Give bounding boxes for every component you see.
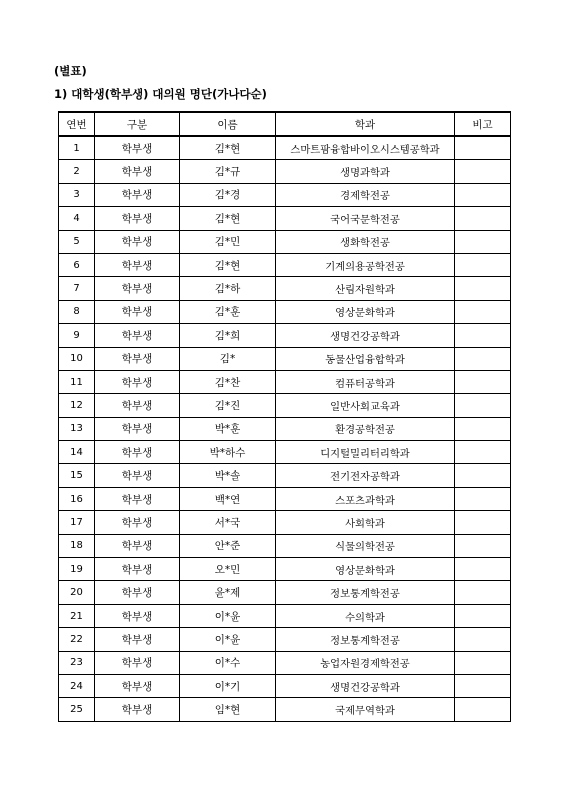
cell-name: 김*현 — [180, 253, 276, 276]
header-number: 연번 — [59, 112, 95, 136]
cell-department: 산림자원학과 — [276, 277, 455, 300]
cell-name: 김*민 — [180, 230, 276, 253]
cell-number: 19 — [59, 558, 95, 581]
cell-department: 국제무역학과 — [276, 698, 455, 721]
cell-number: 20 — [59, 581, 95, 604]
cell-category: 학부생 — [95, 698, 180, 721]
cell-category: 학부생 — [95, 464, 180, 487]
cell-department: 일반사회교육과 — [276, 394, 455, 417]
cell-name: 김*희 — [180, 324, 276, 347]
header-category: 구분 — [95, 112, 180, 136]
table-row — [59, 183, 511, 206]
cell-number: 4 — [59, 207, 95, 230]
header-name: 이름 — [180, 112, 276, 136]
cell-name: 백*연 — [180, 487, 276, 510]
cell-name: 오*민 — [180, 558, 276, 581]
cell-department: 식물의학전공 — [276, 534, 455, 557]
cell-number: 18 — [59, 534, 95, 557]
cell-category: 학부생 — [95, 253, 180, 276]
cell-department: 생화학전공 — [276, 230, 455, 253]
cell-name: 박*하수 — [180, 441, 276, 464]
table-row — [59, 674, 511, 697]
cell-department: 스포츠과학과 — [276, 487, 455, 510]
cell-department: 생명건강공학과 — [276, 674, 455, 697]
cell-name: 박*솔 — [180, 464, 276, 487]
cell-note — [455, 511, 511, 534]
cell-department: 영상문화학과 — [276, 300, 455, 323]
cell-department: 정보통계학전공 — [276, 581, 455, 604]
cell-number: 8 — [59, 300, 95, 323]
cell-department: 생명건강공학과 — [276, 324, 455, 347]
cell-note — [455, 277, 511, 300]
cell-note — [455, 698, 511, 721]
header-department: 학과 — [276, 112, 455, 136]
cell-department: 디지털밀리터리학과 — [276, 441, 455, 464]
cell-note — [455, 300, 511, 323]
cell-number: 15 — [59, 464, 95, 487]
cell-note — [455, 417, 511, 440]
cell-number: 14 — [59, 441, 95, 464]
cell-number: 6 — [59, 253, 95, 276]
table-row — [59, 487, 511, 510]
cell-number: 25 — [59, 698, 95, 721]
cell-category: 학부생 — [95, 604, 180, 627]
cell-name: 박*훈 — [180, 417, 276, 440]
cell-department: 스마트팜융합바이오시스템공학과 — [276, 136, 455, 160]
table-header-row — [59, 112, 511, 136]
cell-department: 경제학전공 — [276, 183, 455, 206]
table-row — [59, 628, 511, 651]
cell-category: 학부생 — [95, 160, 180, 183]
table-row — [59, 534, 511, 557]
table-row — [59, 441, 511, 464]
cell-note — [455, 441, 511, 464]
cell-category: 학부생 — [95, 487, 180, 510]
cell-name: 이*수 — [180, 651, 276, 674]
cell-category: 학부생 — [95, 441, 180, 464]
cell-category: 학부생 — [95, 511, 180, 534]
table-row — [59, 417, 511, 440]
cell-number: 11 — [59, 370, 95, 393]
cell-category: 학부생 — [95, 651, 180, 674]
cell-number: 17 — [59, 511, 95, 534]
table-row — [59, 370, 511, 393]
cell-department: 기계의용공학전공 — [276, 253, 455, 276]
cell-note — [455, 160, 511, 183]
cell-number: 16 — [59, 487, 95, 510]
cell-name: 김*경 — [180, 183, 276, 206]
cell-note — [455, 464, 511, 487]
cell-category: 학부생 — [95, 370, 180, 393]
cell-name: 임*현 — [180, 698, 276, 721]
cell-note — [455, 207, 511, 230]
cell-name: 김*찬 — [180, 370, 276, 393]
cell-department: 전기전자공학과 — [276, 464, 455, 487]
cell-category: 학부생 — [95, 207, 180, 230]
cell-note — [455, 651, 511, 674]
cell-department: 환경공학전공 — [276, 417, 455, 440]
cell-department: 정보통계학전공 — [276, 628, 455, 651]
cell-name: 김* — [180, 347, 276, 370]
cell-note — [455, 581, 511, 604]
cell-number: 7 — [59, 277, 95, 300]
cell-note — [455, 674, 511, 697]
cell-department: 사회학과 — [276, 511, 455, 534]
cell-number: 21 — [59, 604, 95, 627]
cell-number: 5 — [59, 230, 95, 253]
cell-number: 3 — [59, 183, 95, 206]
cell-number: 23 — [59, 651, 95, 674]
cell-note — [455, 487, 511, 510]
cell-note — [455, 347, 511, 370]
cell-number: 13 — [59, 417, 95, 440]
header-note: 비고 — [455, 112, 511, 136]
cell-name: 이*윤 — [180, 604, 276, 627]
cell-category: 학부생 — [95, 324, 180, 347]
cell-category: 학부생 — [95, 674, 180, 697]
cell-category: 학부생 — [95, 417, 180, 440]
table-row — [59, 324, 511, 347]
cell-category: 학부생 — [95, 230, 180, 253]
cell-category: 학부생 — [95, 300, 180, 323]
cell-note — [455, 324, 511, 347]
cell-note — [455, 253, 511, 276]
table-row — [59, 394, 511, 417]
cell-category: 학부생 — [95, 581, 180, 604]
table-row — [59, 300, 511, 323]
cell-category: 학부생 — [95, 558, 180, 581]
cell-name: 이*기 — [180, 674, 276, 697]
cell-number: 1 — [59, 136, 95, 160]
cell-department: 농업자원경제학전공 — [276, 651, 455, 674]
cell-number: 9 — [59, 324, 95, 347]
cell-department: 컴퓨터공학과 — [276, 370, 455, 393]
representatives-table — [58, 111, 511, 722]
cell-name: 서*국 — [180, 511, 276, 534]
table-row — [59, 347, 511, 370]
cell-department: 영상문화학과 — [276, 558, 455, 581]
table-row — [59, 277, 511, 300]
cell-department: 국어국문학전공 — [276, 207, 455, 230]
cell-category: 학부생 — [95, 277, 180, 300]
table-row — [59, 511, 511, 534]
cell-note — [455, 604, 511, 627]
table-row — [59, 136, 511, 160]
cell-number: 24 — [59, 674, 95, 697]
cell-number: 22 — [59, 628, 95, 651]
table-row — [59, 558, 511, 581]
cell-number: 10 — [59, 347, 95, 370]
cell-name: 김*현 — [180, 207, 276, 230]
cell-note — [455, 558, 511, 581]
table-row — [59, 230, 511, 253]
table-row — [59, 253, 511, 276]
cell-name: 윤*제 — [180, 581, 276, 604]
table-row — [59, 581, 511, 604]
cell-name: 안*준 — [180, 534, 276, 557]
cell-category: 학부생 — [95, 136, 180, 160]
cell-category: 학부생 — [95, 183, 180, 206]
table-row — [59, 698, 511, 721]
cell-number: 12 — [59, 394, 95, 417]
cell-category: 학부생 — [95, 628, 180, 651]
cell-note — [455, 136, 511, 160]
annex-label: (별표) — [54, 64, 87, 78]
cell-number: 2 — [59, 160, 95, 183]
cell-name: 이*윤 — [180, 628, 276, 651]
cell-category: 학부생 — [95, 534, 180, 557]
cell-note — [455, 628, 511, 651]
cell-category: 학부생 — [95, 347, 180, 370]
cell-department: 수의학과 — [276, 604, 455, 627]
cell-name: 김*규 — [180, 160, 276, 183]
cell-name: 김*현 — [180, 136, 276, 160]
cell-name: 김*훈 — [180, 300, 276, 323]
cell-note — [455, 370, 511, 393]
cell-name: 김*하 — [180, 277, 276, 300]
cell-note — [455, 394, 511, 417]
cell-note — [455, 534, 511, 557]
cell-name: 김*진 — [180, 394, 276, 417]
table-row — [59, 604, 511, 627]
section-title: 1) 대학생(학부생) 대의원 명단(가나다순) — [54, 87, 267, 101]
table-row — [59, 160, 511, 183]
cell-department: 생명과학과 — [276, 160, 455, 183]
cell-note — [455, 230, 511, 253]
cell-note — [455, 183, 511, 206]
table-row — [59, 207, 511, 230]
table-row — [59, 651, 511, 674]
table-row — [59, 464, 511, 487]
cell-category: 학부생 — [95, 394, 180, 417]
table-body — [59, 136, 511, 721]
cell-department: 동물산업융합학과 — [276, 347, 455, 370]
